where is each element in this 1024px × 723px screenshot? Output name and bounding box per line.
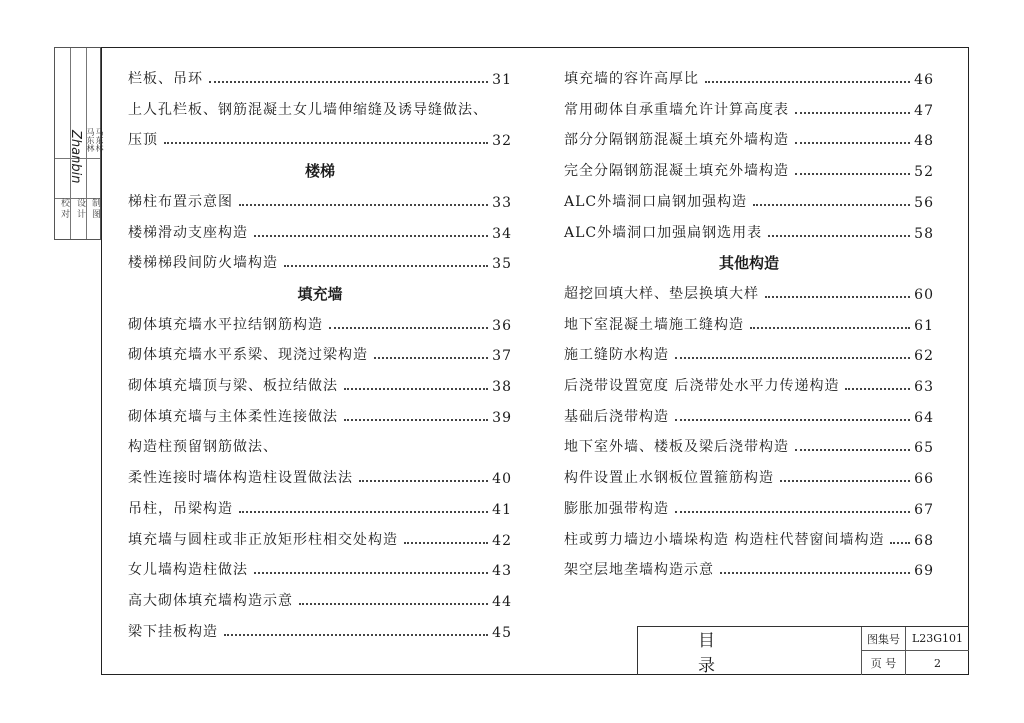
toc-entry-page: 38 <box>492 379 512 395</box>
toc-entry[interactable] <box>128 95 512 119</box>
toc-entry[interactable] <box>128 340 512 364</box>
toc-entry-title: 砌体填充墙水平系梁、现浇过梁构造 <box>128 347 368 363</box>
toc-entry-title: 填充墙与圆柱或非正放矩形柱相交处构造 <box>128 532 398 548</box>
toc-entry[interactable] <box>128 463 512 487</box>
toc-entry[interactable] <box>128 432 512 456</box>
toc-entry-title: 膨胀加强带构造 <box>564 501 669 517</box>
toc-entry-page: 46 <box>914 72 934 88</box>
leader-dots <box>750 326 910 329</box>
leader-dots <box>795 172 910 175</box>
leader-dots <box>765 295 910 298</box>
toc-entry[interactable] <box>564 218 934 242</box>
toc-entry[interactable] <box>564 279 934 303</box>
toc-entry-title: 常用砌体自承重墙允许计算高度表 <box>564 102 789 118</box>
toc-entry-title: 构造柱预留钢筋做法、 <box>128 439 278 455</box>
leader-dots <box>753 203 910 206</box>
design-label: 设计 <box>75 198 85 220</box>
toc-entry[interactable] <box>564 95 934 119</box>
toc-entry-title: ALC外墙洞口加强扁钢选用表 <box>564 225 763 241</box>
leader-dots <box>299 602 488 605</box>
toc-entry[interactable] <box>564 125 934 149</box>
toc-entry-title: 架空层地垄墙构造示意 <box>564 562 714 578</box>
toc-entry-title: 构件设置止水钢板位置箍筋构造 <box>564 470 774 486</box>
toc-entry[interactable] <box>564 525 934 549</box>
toc-entry[interactable] <box>128 187 512 211</box>
leader-dots <box>254 571 488 574</box>
toc-entry-page: 67 <box>914 502 934 518</box>
atlas-number-value: L23G101 <box>906 627 969 651</box>
atlas-number-label: 图集号 <box>862 627 906 651</box>
toc-entry-title: 梁下挂板构造 <box>128 624 218 640</box>
toc-entry-page: 68 <box>914 533 934 549</box>
toc-entry-page: 33 <box>492 195 512 211</box>
toc-entry-title: 地下室混凝土墙施工缝构造 <box>564 317 744 333</box>
toc-entry-title: 砌体填充墙水平拉结钢筋构造 <box>128 317 323 333</box>
toc-entry-title: 砌体填充墙顶与梁、板拉结做法 <box>128 378 338 394</box>
toc-entry-title: 地下室外墙、楼板及梁后浇带构造 <box>564 439 789 455</box>
toc-entry-page: 60 <box>914 287 934 303</box>
toc-entry-page: 44 <box>492 594 512 610</box>
toc-entry[interactable] <box>564 64 934 88</box>
toc-entry-title: 高大砌体填充墙构造示意 <box>128 593 293 609</box>
section-heading: 楼梯 <box>304 162 335 180</box>
toc-entry-title: 施工缝防水构造 <box>564 347 669 363</box>
toc-entry[interactable] <box>564 555 934 579</box>
leader-dots <box>780 479 910 482</box>
toc-entry-title: 填充墙的容许高厚比 <box>564 71 699 87</box>
toc-entry-page: 58 <box>914 226 934 242</box>
toc-entry[interactable] <box>128 402 512 426</box>
toc-entry-page: 32 <box>492 133 512 149</box>
toc-entry-title: 上人孔栏板、钢筋混凝土女儿墙伸缩缝及诱导缝做法、 <box>128 102 488 118</box>
toc-entry-page: 39 <box>492 410 512 426</box>
toc-entry-page: 65 <box>914 440 934 456</box>
toc-entry-title: ALC外墙洞口扁钢加强构造 <box>564 194 748 210</box>
toc-entry[interactable] <box>564 494 934 518</box>
toc-entry[interactable] <box>128 248 512 272</box>
title-block <box>637 626 969 675</box>
toc-entry-page: 34 <box>492 226 512 242</box>
toc-entry-page: 41 <box>492 502 512 518</box>
leader-dots <box>795 448 910 451</box>
leader-dots <box>705 80 910 83</box>
leader-dots <box>254 234 488 237</box>
toc-entry-title: 部分分隔钢筋混凝土填充外墙构造 <box>564 132 789 148</box>
toc-entry-page: 45 <box>492 625 512 641</box>
toc-entry[interactable] <box>564 187 934 211</box>
leader-dots <box>890 541 910 544</box>
toc-entry-page: 36 <box>492 318 512 334</box>
toc-entry-page: 62 <box>914 348 934 364</box>
toc-entry[interactable] <box>128 586 512 610</box>
leader-dots <box>344 418 488 421</box>
toc-entry[interactable] <box>564 340 934 364</box>
toc-entry-title: 梯柱布置示意图 <box>128 194 233 210</box>
toc-entry[interactable] <box>128 525 512 549</box>
leader-dots <box>284 264 488 267</box>
leader-dots <box>239 203 488 206</box>
leader-dots <box>359 479 488 482</box>
signature-stamp-b: 马东林 <box>95 128 104 152</box>
toc-entry[interactable] <box>564 463 934 487</box>
toc-entry[interactable] <box>564 371 934 395</box>
leader-dots <box>404 541 488 544</box>
toc-entry-page: 48 <box>914 133 934 149</box>
toc-entry-page: 63 <box>914 379 934 395</box>
signature-stamp-a: 马东林 <box>86 128 95 152</box>
toc-entry[interactable] <box>128 617 512 641</box>
leader-dots <box>164 141 488 144</box>
leader-dots <box>224 633 488 636</box>
toc-entry-page: 56 <box>914 195 934 211</box>
drafting-label: 制图 <box>90 198 100 220</box>
toc-entry-page: 61 <box>914 318 934 334</box>
toc-entry[interactable] <box>128 494 512 518</box>
toc-entry[interactable] <box>128 310 512 334</box>
toc-entry-title: 楼梯滑动支座构造 <box>128 225 248 241</box>
toc-entry[interactable] <box>128 371 512 395</box>
leader-dots <box>795 111 910 114</box>
toc-entry-title: 砌体填充墙与主体柔性连接做法 <box>128 409 338 425</box>
leader-dots <box>374 356 488 359</box>
toc-entry[interactable] <box>128 64 512 88</box>
page-number-label: 页 号 <box>862 651 906 675</box>
toc-entry-title: 完全分隔钢筋混凝土填充外墙构造 <box>564 163 789 179</box>
proofread-label: 校对 <box>59 198 69 220</box>
toc-entry-title: 栏板、吊环 <box>128 71 203 87</box>
section-heading: 填充墙 <box>297 285 343 303</box>
leader-dots <box>675 510 910 513</box>
toc-entry-page: 43 <box>492 563 512 579</box>
toc-entry-page: 31 <box>492 72 512 88</box>
section-heading: 其他构造 <box>718 254 779 272</box>
toc-entry[interactable] <box>128 555 512 579</box>
toc-entry-title: 吊柱，吊梁构造 <box>128 501 233 517</box>
toc-entry[interactable] <box>128 125 512 149</box>
toc-entry-page: 37 <box>492 348 512 364</box>
page-number-value: 2 <box>934 656 941 670</box>
toc-entry-page: 52 <box>914 164 934 180</box>
toc-entry-page: 40 <box>492 471 512 487</box>
toc-entry-page: 42 <box>492 533 512 549</box>
toc-entry[interactable] <box>564 156 934 180</box>
toc-entry-title: 柔性连接时墙体构造柱设置做法法 <box>128 470 353 486</box>
toc-entry[interactable] <box>564 432 934 456</box>
toc-entry-title: 基础后浇带构造 <box>564 409 669 425</box>
leader-dots <box>239 510 488 513</box>
toc-entry-title: 女儿墙构造柱做法 <box>128 562 248 578</box>
toc-entry-page: 47 <box>914 103 934 119</box>
handwritten-signature: Zhanbin <box>68 130 83 184</box>
leader-dots <box>675 356 910 359</box>
toc-entry-title: 楼梯梯段间防火墙构造 <box>128 255 278 271</box>
toc-entry-page: 66 <box>914 471 934 487</box>
leader-dots <box>768 234 910 237</box>
leader-dots <box>720 571 910 574</box>
toc-entry[interactable] <box>564 402 934 426</box>
toc-entry-title: 后浇带设置宽度 后浇带处水平力传递构造 <box>564 378 840 394</box>
toc-entry-page: 35 <box>492 256 512 272</box>
leader-dots <box>675 418 910 421</box>
toc-entry-page: 64 <box>914 410 934 426</box>
toc-entry[interactable] <box>128 218 512 242</box>
toc-entry-title: 超挖回填大样、垫层换填大样 <box>564 286 759 302</box>
leader-dots <box>344 387 488 390</box>
leader-dots <box>795 141 910 144</box>
toc-entry-title: 柱或剪力墙边小墙垛构造 构造柱代替窗间墙构造 <box>564 532 885 548</box>
toc-entry-page: 69 <box>914 563 934 579</box>
document-title: 目 录 <box>638 627 862 675</box>
leader-dots <box>845 387 910 390</box>
toc-entry[interactable] <box>564 310 934 334</box>
leader-dots <box>329 326 488 329</box>
toc-entry-title: 压顶 <box>128 132 158 148</box>
leader-dots <box>209 80 488 83</box>
